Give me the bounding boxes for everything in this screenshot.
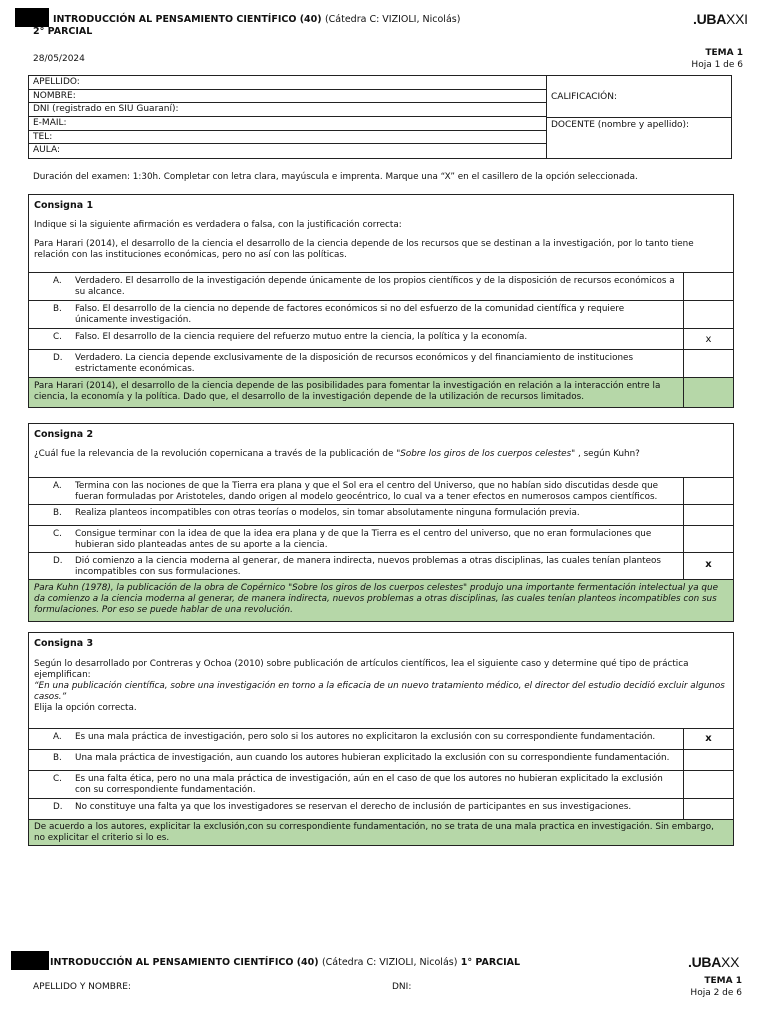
field-dni[interactable]: DNI (registrado en SIU Guaraní): (29, 103, 546, 117)
field-nombre[interactable]: NOMBRE: (29, 90, 546, 104)
course-name: INTRODUCCIÓN AL PENSAMIENTO CIENTÍFICO (40) (53, 14, 322, 25)
consigna-3 (28, 632, 734, 846)
consigna-title: Consigna 1 (34, 200, 94, 211)
calificacion-field[interactable]: CALIFICACIÓN: (551, 92, 618, 102)
docente-field[interactable]: DOCENTE (nombre y apellido): (551, 120, 690, 130)
consigna-prompt: Según lo desarrollado por Contreras y Ochoa (2010) sobre publicación de artículos científicos, lea el siguiente caso y determine qué tipo de práctica ejemplifican: (34, 659, 689, 680)
option-checkbox[interactable]: x (683, 553, 733, 579)
student-fields (29, 76, 547, 158)
answer-justification: Para Kuhn (1978), la publicación de la obra de Copérnico "Sobre los giros de los cuerpos celestes" produjo una importante fermentación intelectual ya que da comienzo a la ciencia moderna al generar, de manera indirecta, nuevos problemas a otras disciplinas, las cuales tenían planteos incompatibles con sus formulaciones. Por eso se puede hablar de una revolución. (29, 579, 733, 621)
course-title (53, 14, 460, 25)
option-b: B. Falso. El desarrollo de la ciencia no depende de factores económicos si no del esfuerzo de la comunidad científica y requiere únicamente investigación. (29, 300, 733, 328)
student-id-form (28, 75, 732, 159)
option-checkbox[interactable] (683, 750, 733, 770)
option-checkbox[interactable] (683, 505, 733, 525)
hoja-label: Hoja 1 de 6 (691, 60, 743, 70)
hoja-label: Hoja 2 de 6 (690, 988, 742, 998)
instructions: Duración del examen: 1:30h. Completar con letra clara, mayúscula e imprenta. Marque una “X” en el casillero de la opción seleccionada. (33, 172, 638, 182)
answer-justification: De acuerdo a los autores, explicitar la exclusión,con su correspondiente fundamentación, no se trata de una mala practica en investigación. Sin embargo, no explicitar el criterio si lo es. (29, 819, 733, 845)
uba-logo: .UBAXX (688, 954, 740, 970)
redaction-box (11, 951, 49, 970)
option-a: A. Es una mala práctica de investigación, pero solo si los autores no explicitaron la exclusión con su correspondiente fundamentación. x (29, 728, 733, 749)
exam-name: 2° PARCIAL (33, 26, 93, 37)
consigna-case: “En una publicación científica, sobre una investigación en torno a la eficacia de un nuevo tratamiento médico, el director del estudio decidió excluir algunos casos.” (34, 681, 725, 702)
option-c: C. Falso. El desarrollo de la ciencia requiere del refuerzo mutuo entre la ciencia, la política y la economía. x (29, 328, 733, 349)
exam-date: 28/05/2024 (33, 54, 85, 64)
uba-logo: .UBAXXI (693, 11, 748, 27)
field-email[interactable]: E-MAIL: (29, 117, 546, 131)
option-a: A. Termina con las nociones de que la Tierra era plana y que el Sol era el centro del Universo, que no habían sido discutidas desde que fueran formuladas por Aristoteles, dando origen al modelo geocéntrico, lo cual va a tener efectos en numerosos campos científicos. (29, 477, 733, 504)
option-checkbox[interactable] (683, 350, 733, 377)
grading-fields (547, 76, 731, 158)
apellido-nombre-label: APELLIDO Y NOMBRE: (33, 982, 131, 992)
field-tel[interactable]: TEL: (29, 131, 546, 145)
option-b: B. Una mala práctica de investigación, aun cuando los autores hubieran explicitado la exclusión con su correspondiente fundamentación. (29, 749, 733, 770)
field-apellido[interactable]: APELLIDO: (29, 76, 546, 90)
option-d: D. Verdadero. La ciencia depende exclusivamente de la disposición de recursos económicos y del financiamiento de instituciones estrictamente económicas. (29, 349, 733, 377)
consigna-title: Consigna 2 (34, 429, 94, 440)
option-checkbox[interactable]: x (683, 729, 733, 749)
option-a: A. Verdadero. El desarrollo de la investigación depende únicamente de los propios científicos y de la disposición de recursos económicos a su alcance. (29, 272, 733, 300)
option-checkbox[interactable] (683, 526, 733, 552)
option-checkbox[interactable] (683, 478, 733, 504)
footer-course-title: INTRODUCCIÓN AL PENSAMIENTO CIENTÍFICO (40) (Cátedra C: VIZIOLI, Nicolás) 1° PARCIAL (50, 957, 521, 968)
field-aula[interactable]: AULA: (33, 145, 60, 156)
consigna-statement: Para Harari (2014), el desarrollo de la ciencia el desarrollo de la ciencia depende de los recursos que se destinan a la investigación, por lo tanto tiene relación con las instituciones económicas, pero no así con las políticas. (34, 239, 694, 260)
tema-label: TEMA 1 (704, 976, 742, 986)
option-checkbox[interactable]: x (683, 329, 733, 349)
option-c: C. Consigue terminar con la idea de que la idea era plana y de que la Tierra es el centro del universo, que no eran formulaciones que hubieran sido planteadas antes de su aporte a la ciencia. (29, 525, 733, 552)
option-d: D. No constituye una falta ya que los investigadores se reservan el derecho de inclusión de participantes en sus investigaciones. (29, 798, 733, 819)
consigna-title: Consigna 3 (34, 638, 94, 649)
option-c: C. Es una falta ética, pero no una mala práctica de investigación, aún en el caso de que los autores no hubieran explicitado la exclusión con su correspondiente fundamentación. (29, 770, 733, 798)
catedra: (Cátedra C: VIZIOLI, Nicolás) (324, 14, 461, 25)
option-checkbox[interactable] (683, 301, 733, 328)
consigna-prompt: Indique si la siguiente afirmación es verdadera o falsa, con la justificación correcta: (34, 220, 402, 230)
option-checkbox[interactable] (683, 799, 733, 819)
answer-justification: Para Harari (2014), el desarrollo de la ciencia depende de las posibilidades para fomentar la investigación en relación a la interacción entre la ciencia, la economía y la política. Dado que, el desarrollo de la investigación depende de la utilización de recursos limitados. (29, 377, 733, 407)
dni-label: DNI: (392, 982, 412, 992)
tema-label: TEMA 1 (705, 48, 743, 58)
redaction-box (15, 8, 49, 27)
consigna-prompt: ¿Cuál fue la relevancia de la revolución copernicana a través de la publicación de "Sobre los giros de los cuerpos celestes" , según Kuhn? (34, 449, 640, 459)
consigna-instruction: Elija la opción correcta. (34, 703, 137, 713)
consigna-1 (28, 194, 734, 408)
consigna-2 (28, 423, 734, 622)
option-checkbox[interactable] (683, 771, 733, 798)
option-d: D. Dió comienzo a la ciencia moderna al generar, de manera indirecta, nuevos problemas a otras disciplinas, las cuales tenían planteos incompatibles con sus formulaciones. x (29, 552, 733, 579)
option-b: B. Realiza planteos incompatibles con otras teorías o modelos, sin tomar absolutamente ninguna formulación previa. (29, 504, 733, 525)
option-checkbox[interactable] (683, 273, 733, 300)
